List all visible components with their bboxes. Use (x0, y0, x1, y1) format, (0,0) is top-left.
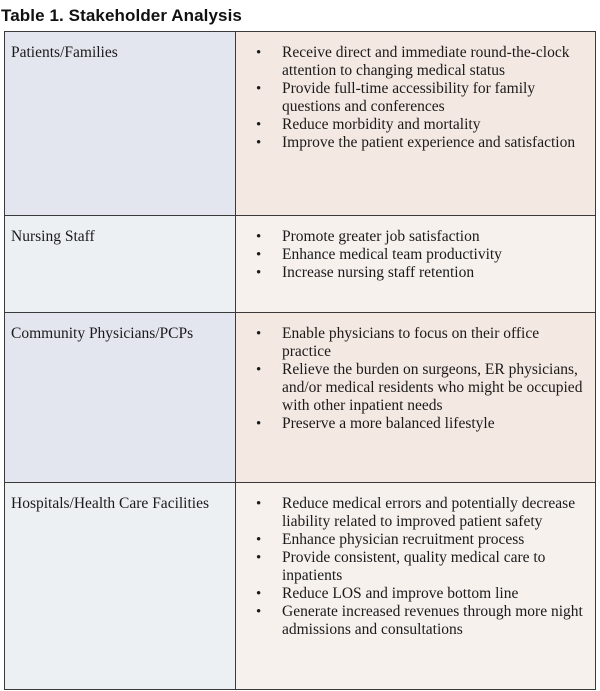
list-item: • Reduce morbidity and mortality (236, 116, 589, 134)
stakeholder-cell: Community Physicians/PCPs (5, 313, 236, 483)
table-row (5, 32, 596, 216)
list-item: • Improve the patient experience and satisfaction (236, 134, 589, 152)
list-item: • Provide full-time accessibility for family questions and conferences (236, 80, 589, 116)
stakeholder-table (4, 31, 596, 690)
list-item: • Enhance medical team productivity (236, 246, 589, 264)
list-item: • Increase nursing staff retention (236, 264, 589, 282)
list-item: • Receive direct and immediate round-the-clock attention to changing medical status (236, 44, 589, 80)
benefits-cell (236, 483, 596, 690)
list-item: • Promote greater job satisfaction (236, 228, 589, 246)
stakeholder-cell: Hospitals/Health Care Facilities (5, 483, 236, 690)
benefits-list (236, 325, 589, 433)
list-item: • Provide consistent, quality medical care to inpatients (236, 549, 589, 585)
list-item: • Reduce medical errors and potentially decrease liability related to improved patient safety (236, 495, 589, 531)
benefits-list (236, 228, 589, 282)
list-item: • Preserve a more balanced lifestyle (236, 415, 589, 433)
list-item: • Enable physicians to focus on their office practice (236, 325, 589, 361)
list-item: • Relieve the burden on surgeons, ER physicians, and/or medical residents who might be occupied with other inpatient needs (236, 361, 589, 415)
stakeholder-cell: Nursing Staff (5, 216, 236, 313)
stakeholder-cell: Patients/Families (5, 32, 236, 216)
list-item: • Enhance physician recruitment process (236, 531, 589, 549)
list-item: • Reduce LOS and improve bottom line (236, 585, 589, 603)
benefits-cell (236, 32, 596, 216)
table-title: Table 1. Stakeholder Analysis (1, 6, 242, 25)
benefits-list (236, 495, 589, 639)
table-row (5, 483, 596, 690)
benefits-cell (236, 216, 596, 313)
benefits-list (236, 44, 589, 152)
table-row (5, 216, 596, 313)
benefits-cell (236, 313, 596, 483)
list-item: • Generate increased revenues through more night admissions and consultations (236, 603, 589, 639)
table-row (5, 313, 596, 483)
